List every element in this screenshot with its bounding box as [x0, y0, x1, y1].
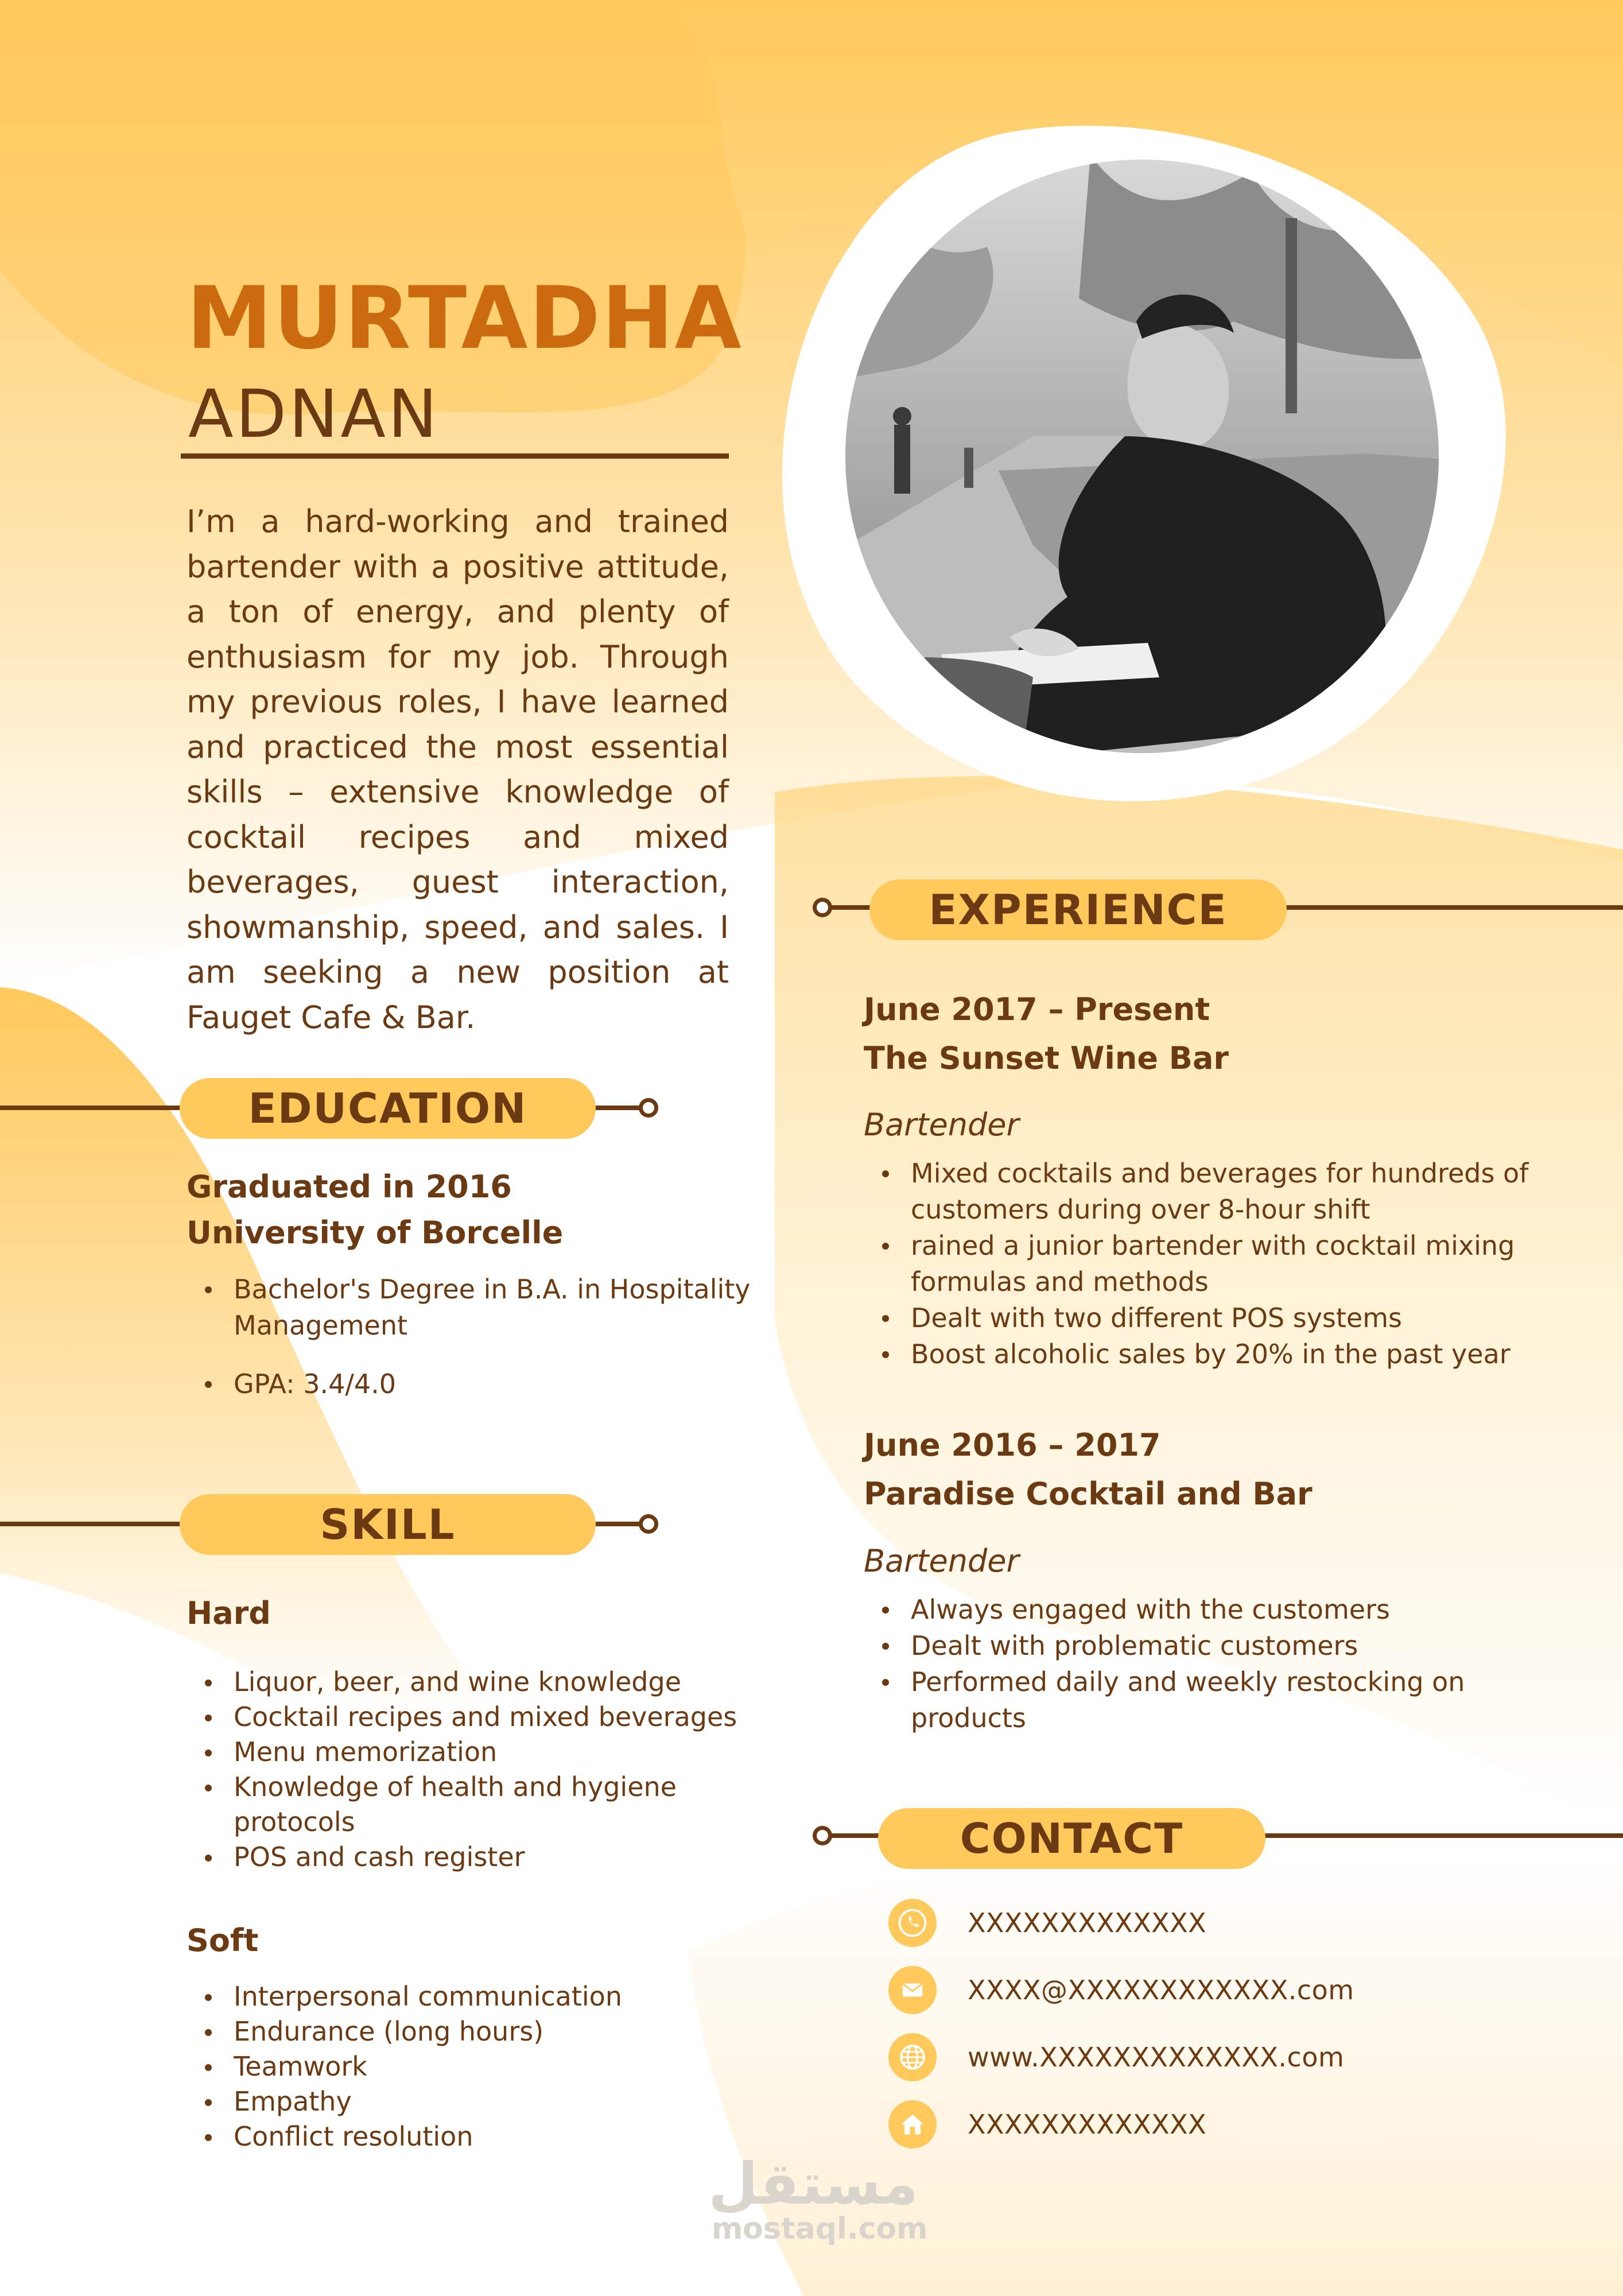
list-item: Liquor, beer, and wine knowledge — [234, 1665, 779, 1700]
contact-phone-text: XXXXXXXXXXXXX — [968, 1907, 1207, 1938]
list-item: Menu memorization — [234, 1735, 779, 1770]
contact-address — [888, 2100, 1206, 2148]
list-item: Boost alcoholic sales by 20% in the past year — [911, 1336, 1548, 1372]
job-company: The Sunset Wine Bar — [864, 1040, 1229, 1076]
list-item: Endurance (long hours) — [234, 2014, 779, 2049]
hard-skills-list — [187, 1665, 779, 1875]
list-item: Cocktail recipes and mixed beverages — [234, 1700, 779, 1735]
contact-email-text: XXXX@XXXXXXXXXXXX.com — [968, 1975, 1354, 2006]
list-item: Performed daily and weekly restocking on products — [911, 1664, 1548, 1736]
contact-email — [888, 1966, 1354, 2014]
job-duties-list — [864, 1155, 1548, 1372]
list-item: GPA: 3.4/4.0 — [234, 1366, 779, 1402]
soft-skills-label: Soft — [187, 1922, 259, 1958]
list-item: Knowledge of health and hygiene protocols — [234, 1770, 779, 1840]
education-year: Graduated in 2016 — [187, 1169, 512, 1205]
home-icon — [888, 2100, 937, 2148]
skill-heading: SKILL — [180, 1494, 596, 1555]
job-company: Paradise Cocktail and Bar — [864, 1476, 1313, 1512]
profile-summary: I’m a hard-working and trained bartender with a positive attitude, a ton of energy, and plenty of enthusiasm for my job. Through my previous roles, I have learned and practiced the most essential skills – extensive knowledge of cocktail recipes and mixed beverages, guest interaction, showmanship, speed, and sales. I am seeking a new position at Fauget Cafe & Bar. — [187, 503, 729, 1035]
list-item: Always engaged with the customers — [911, 1592, 1548, 1628]
education-line-dot — [639, 1098, 658, 1118]
list-item: Conflict resolution — [234, 2119, 779, 2154]
job-duties-list — [864, 1592, 1548, 1736]
phone-icon — [888, 1899, 937, 1947]
soft-skills-list — [187, 1979, 779, 2154]
email-icon — [888, 1966, 937, 2014]
experience-line-dot — [813, 898, 832, 917]
education-list — [187, 1271, 779, 1402]
list-item: Dealt with problematic customers — [911, 1628, 1548, 1664]
contact-heading: CONTACT — [878, 1808, 1265, 1869]
hard-skills-label: Hard — [187, 1595, 271, 1631]
list-item: Bachelor's Degree in B.A. in Hospitality Management — [234, 1271, 779, 1344]
list-item: rained a junior bartender with cocktail mixing formulas and methods — [911, 1228, 1548, 1300]
list-item: Interpersonal communication — [234, 1979, 779, 2014]
contact-address-text: XXXXXXXXXXXXX — [968, 2109, 1207, 2140]
job-period: June 2017 – Present — [864, 991, 1210, 1027]
contact-line-dot — [813, 1826, 832, 1845]
contact-website — [888, 2033, 1344, 2081]
last-name: ADNAN — [188, 376, 440, 453]
list-item: Empathy — [234, 2084, 779, 2119]
name-underline — [181, 453, 729, 459]
experience-heading: EXPERIENCE — [869, 879, 1287, 940]
list-item: POS and cash register — [234, 1840, 779, 1875]
globe-icon — [888, 2033, 937, 2081]
job-role: Bartender — [864, 1107, 1019, 1143]
education-school: University of Borcelle — [187, 1215, 564, 1251]
job-period: June 2016 – 2017 — [864, 1427, 1161, 1463]
list-item: Dealt with two different POS systems — [911, 1300, 1548, 1336]
list-item: Teamwork — [234, 2049, 779, 2084]
first-name: MURTADHA — [187, 269, 743, 369]
contact-phone — [888, 1899, 1206, 1947]
list-item: Mixed cocktails and beverages for hundreds of customers during over 8-hour shift — [911, 1155, 1548, 1228]
watermark-arabic: مستقل — [708, 2150, 918, 2217]
education-heading: EDUCATION — [180, 1078, 596, 1139]
mostaql-watermark — [708, 2150, 928, 2246]
contact-website-text: www.XXXXXXXXXXXXX.com — [968, 2042, 1345, 2073]
watermark-latin: mostaql.com — [712, 2212, 928, 2246]
job-role: Bartender — [864, 1543, 1019, 1579]
skill-line-dot — [639, 1514, 658, 1534]
